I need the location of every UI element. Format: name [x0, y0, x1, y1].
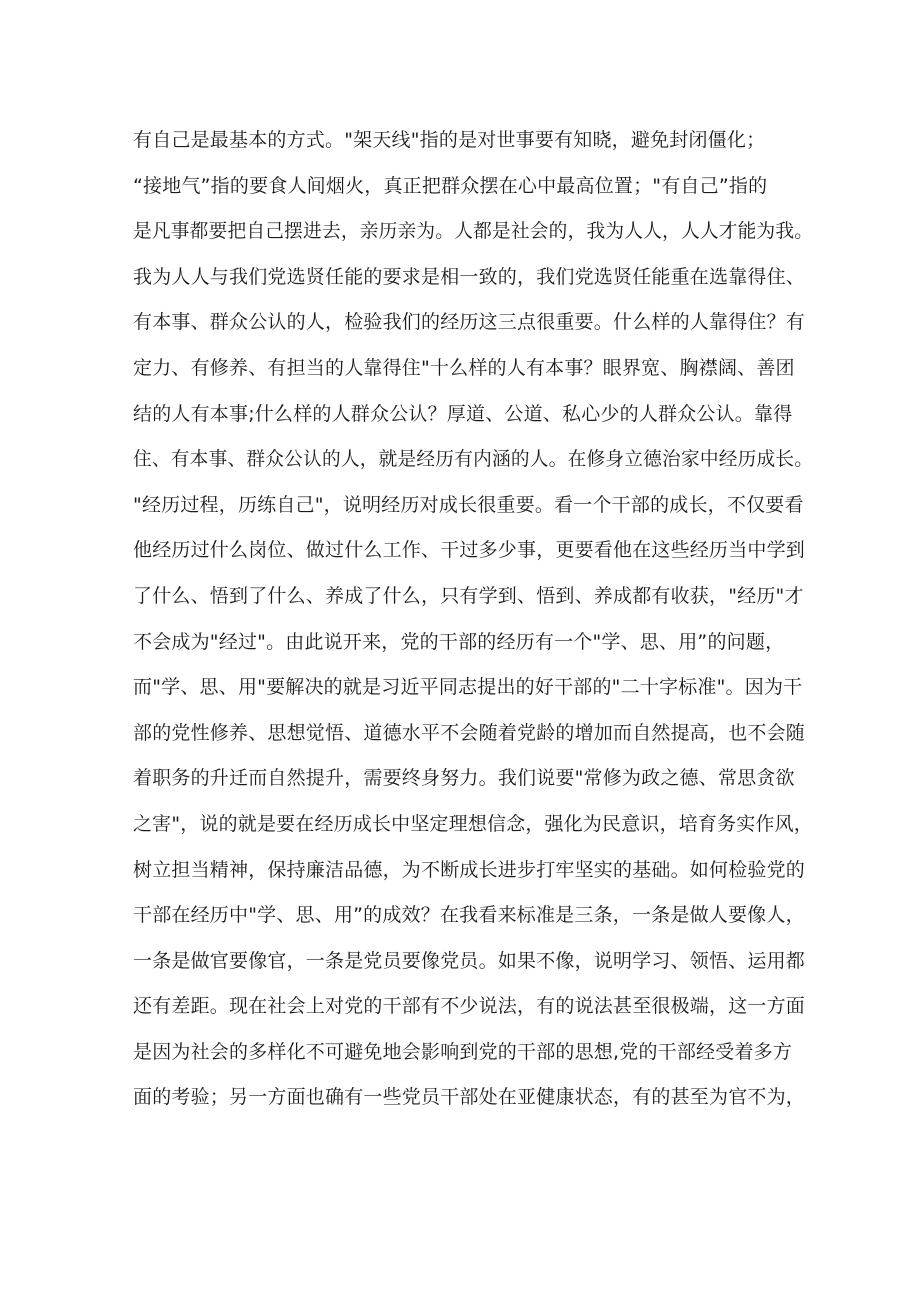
- text-line: 是凡事都要把自己摆进去，亲历亲为。人都是社会的，我为人人，人人才能为我。: [133, 220, 814, 243]
- text-line: 住、有本事、群众公认的人，就是经历有内涵的人。在修身立德治家中经历成长。: [133, 448, 814, 471]
- text-line: 有自己是最基本的方式。"架天线"指的是对世事要有知晓，避免封闭僵化；: [133, 129, 766, 151]
- text-line: 我为人人与我们党选贤任能的要求是相一致的，我们党选贤任能重在选靠得住、: [133, 265, 806, 288]
- text-line: 还有差距。现在社会上对党的干部有不少说法，有的说法甚至很极端，这一方面: [133, 995, 806, 1018]
- text-line: 结的人有本事;什么样的人群众公认？厚道、公道、私心少的人群众公认。靠得: [133, 402, 793, 425]
- document-body: [133, 118, 813, 1121]
- text-line: 了什么、悟到了什么、养成了什么，只有学到、悟到、养成都有收获，"经历"才: [133, 584, 804, 607]
- text-line: 面的考验；另一方面也确有一些党员干部处在亚健康状态，有的甚至为官不为，: [133, 1086, 806, 1109]
- text-line: 不会成为"经过"。由此说开来，党的干部的经历有一个"学、思、用”的问题，: [133, 630, 785, 653]
- text-line: 一条是做官要像官，一条是党员要像党员。如果不像，说明学习、领悟、运用都: [133, 949, 806, 972]
- text-line: 干部在经历中"学、思、用”的成效？在我看来标准是三条，一条是做人要像人，: [133, 904, 805, 927]
- text-line: 是因为社会的多样化不可避免地会影响到党的干部的思想,党的干部经受着多方: [133, 1040, 793, 1063]
- text-line: "经历过程，历练自己"，说明经历对成长很重要。看一个干部的成长，不仅要看: [133, 493, 804, 516]
- text-line: 着职务的升迁而自然提升，需要终身努力。我们说要"常修为政之德、常思贪欲: [133, 767, 795, 790]
- text-line: 定力、有修养、有担当的人靠得住"十么样的人有本事？眼界宽、胸襟阔、善团: [133, 356, 795, 379]
- text-line: 而"学、思、用"要解决的就是习近平同志提出的好干部的"二十字标准"。因为干: [133, 676, 803, 699]
- text-line: 部的党性修养、思想觉悟、道德水平不会随着党龄的增加而自然提高，也不会随: [133, 721, 806, 744]
- text-line: 之害"，说的就是要在经历成长中坚定理想信念，强化为民意识，培育务实作风，: [133, 812, 813, 835]
- text-line: “接地气”指的要食人间烟火，真正把群众摆在心中最高位置；"有自己”指的: [133, 174, 768, 197]
- text-line: 树立担当精神，保持廉洁品德，为不断成长进步打牢坚实的基础。如何检验党的: [133, 858, 806, 881]
- text-line: 有本事、群众公认的人，检验我们的经历这三点很重要。什么样的人靠得住？有: [133, 311, 806, 334]
- text-line: 他经历过什么岗位、做过什么工作、干过多少事，更要看他在这些经历当中学到: [133, 539, 806, 562]
